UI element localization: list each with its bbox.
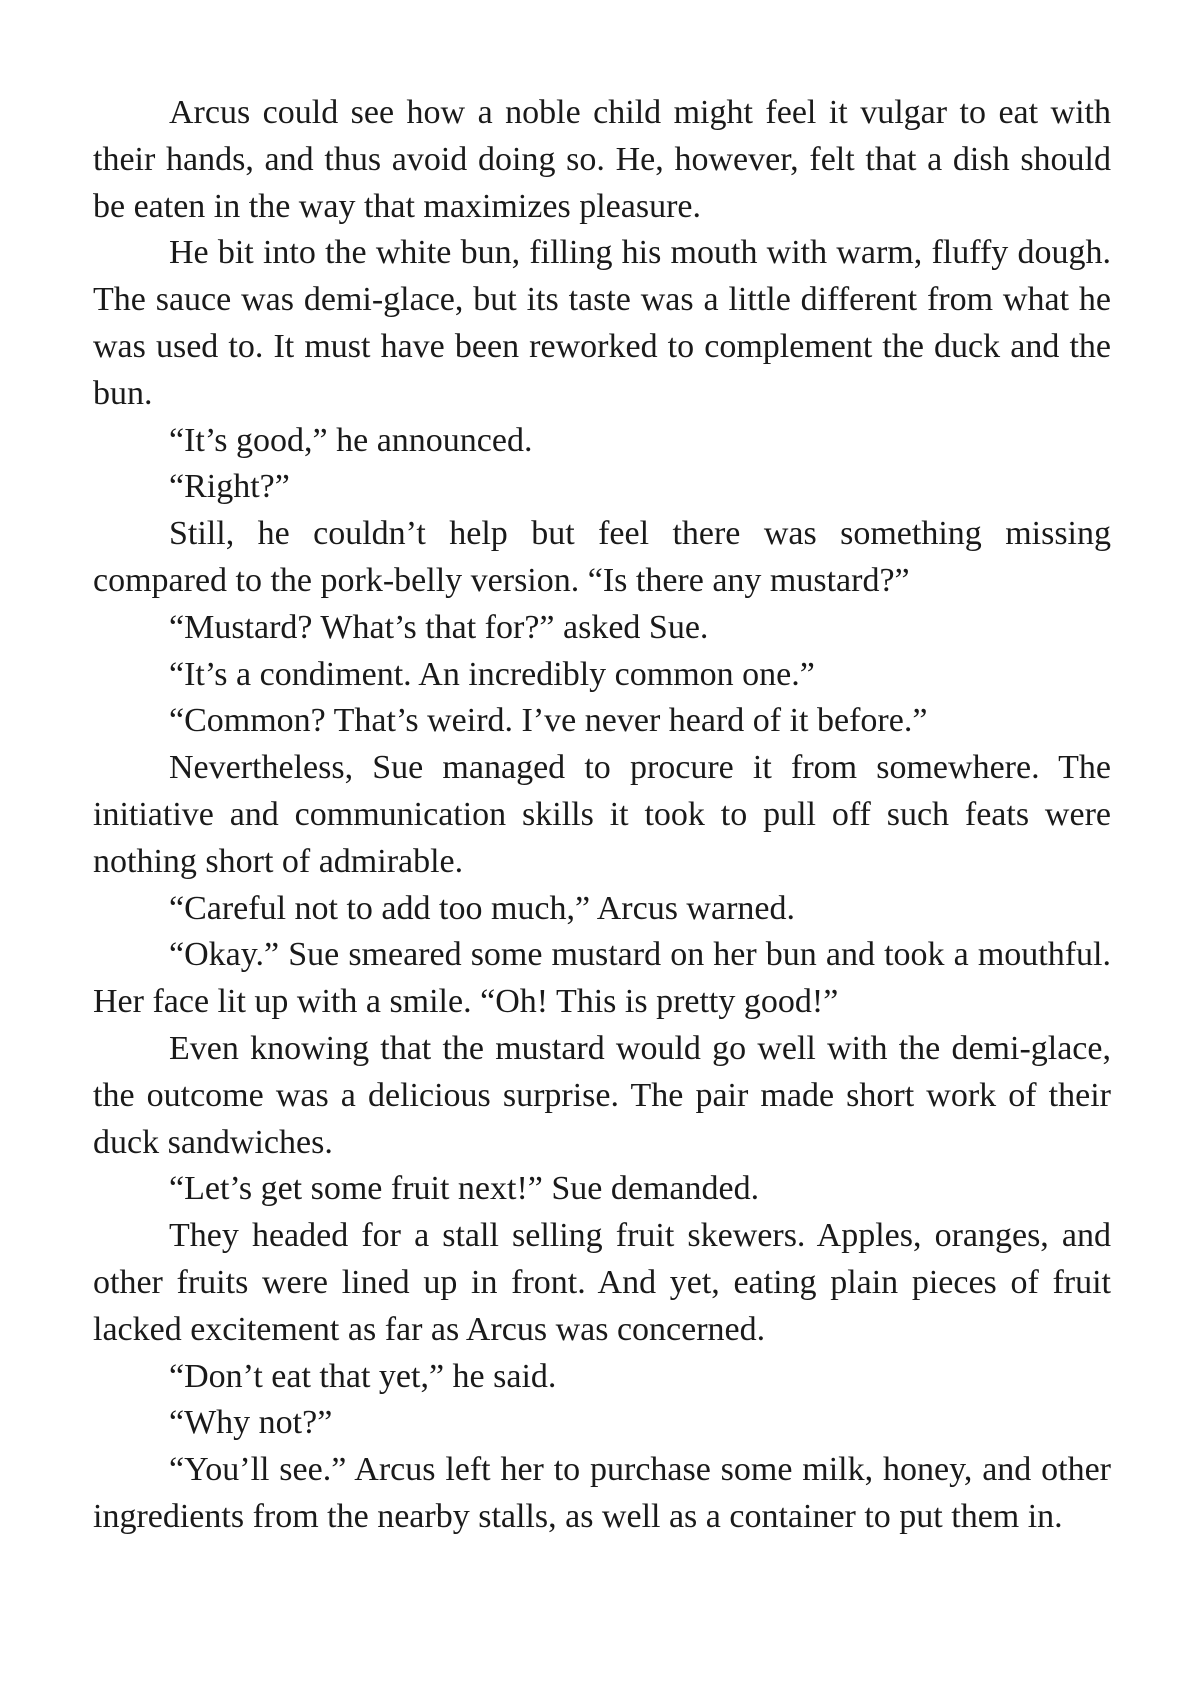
paragraph: Still, he couldn’t help but feel there was something missing compared to the pork-belly version. “Is there any mustard?” bbox=[93, 515, 1111, 599]
paragraph: They headed for a stall selling fruit skewers. Apples, oranges, and other fruits were lined up in front. And yet, eating plain pieces of fruit lacked excitement as far as Arcus was concerned. bbox=[93, 1217, 1111, 1348]
paragraph: Even knowing that the mustard would go well with the demi-glace, the outcome was a delicious surprise. The pair made short work of their duck sandwiches. bbox=[93, 1029, 1111, 1161]
paragraph: “It’s good,” he announced. bbox=[169, 421, 533, 459]
paragraph: “Right?” bbox=[169, 468, 290, 506]
paragraph: “Don’t eat that yet,” he said. bbox=[169, 1357, 557, 1395]
paragraph: “Let’s get some fruit next!” Sue demanded. bbox=[169, 1170, 760, 1208]
paragraph: Arcus could see how a noble child might feel it vulgar to eat with their hands, and thus avoid doing so. He, however, felt that a dish should be eaten in the way that maximizes pleasure. bbox=[93, 94, 1111, 225]
paragraph: “Okay.” Sue smeared some mustard on her bun and took a mouthful. Her face lit up with a smile. “Oh! This is pretty good!” bbox=[93, 936, 1111, 1021]
paragraph: “Common? That’s weird. I’ve never heard of it before.” bbox=[169, 702, 928, 740]
paragraph: Nevertheless, Sue managed to procure it from somewhere. The initiative and communication skills it took to pull off such feats were nothing short of admirable. bbox=[93, 749, 1111, 880]
paragraph: “Why not?” bbox=[169, 1404, 333, 1442]
paragraph: He bit into the white bun, filling his mouth with warm, fluffy dough. The sauce was demi-glace, but its taste was a little different from what he was used to. It must have been reworked to complement the duck and the bun. bbox=[93, 234, 1111, 412]
paragraph: “It’s a condiment. An incredibly common one.” bbox=[169, 655, 815, 693]
paragraph: “Careful not to add too much,” Arcus warned. bbox=[169, 889, 795, 927]
paragraph: “You’ll see.” Arcus left her to purchase some milk, honey, and other ingredients from the nearby stalls, as well as a container to put them in. bbox=[93, 1451, 1111, 1535]
paragraph: “Mustard? What’s that for?” asked Sue. bbox=[169, 608, 709, 646]
page-body bbox=[93, 90, 1111, 1541]
